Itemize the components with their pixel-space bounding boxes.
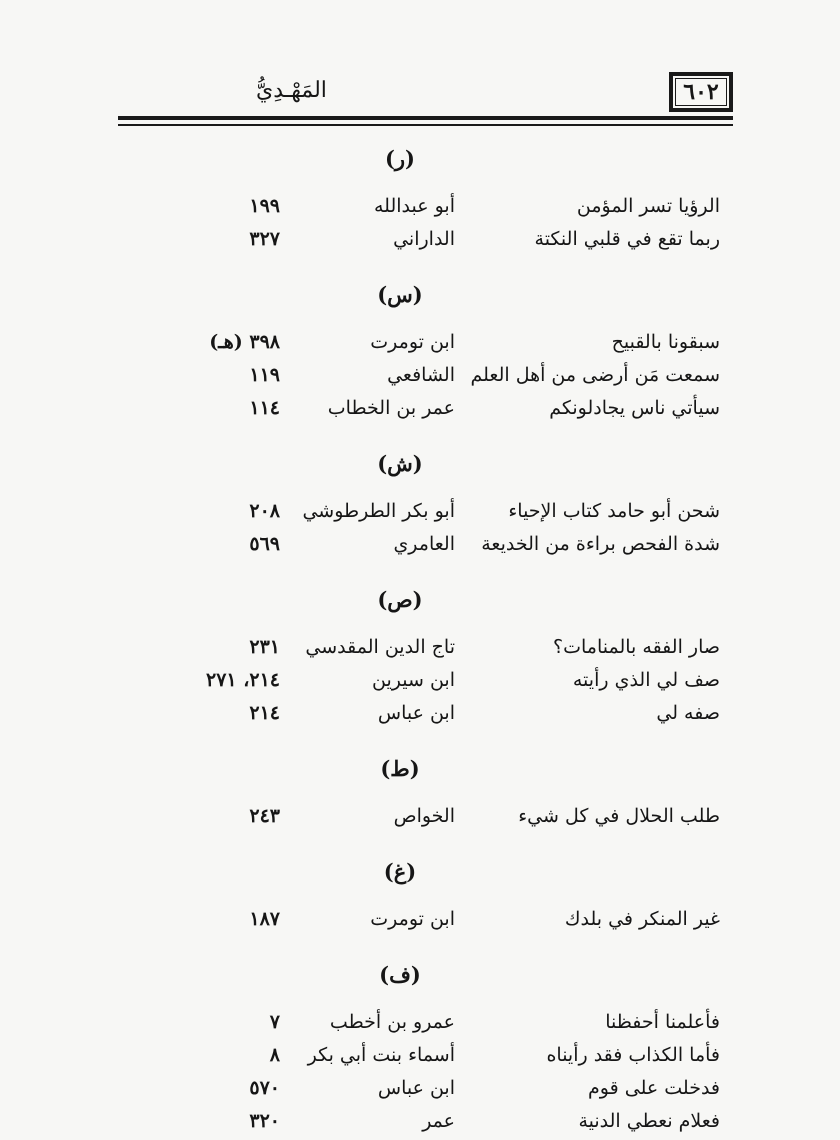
index-entry — [150, 223, 720, 256]
index-section-sad — [150, 581, 720, 730]
index-entry — [150, 359, 720, 392]
entry-phrase: صفه لي — [656, 702, 720, 724]
entry-phrase: شحن أبو حامد كتاب الإحياء — [508, 500, 720, 522]
entry-speaker: أسماء بنت أبي بكر — [307, 1044, 455, 1066]
quotation-index — [150, 140, 720, 1138]
index-entry — [150, 664, 720, 697]
entry-pages: ٥٦٩ — [249, 533, 280, 555]
entry-speaker: ابن تومرت — [370, 331, 455, 353]
entry-speaker: الشافعي — [387, 364, 455, 386]
index-section-ta — [150, 750, 720, 833]
entry-pages: ١٨٧ — [249, 908, 280, 930]
entry-speaker: أبو عبدالله — [373, 195, 455, 217]
index-section-ghayn — [150, 853, 720, 936]
entry-phrase: طلب الحلال في كل شيء — [518, 805, 720, 827]
entry-phrase: ربما تقع في قلبي النكتة — [534, 228, 720, 250]
entry-speaker: عمرو بن أخطب — [329, 1011, 455, 1033]
section-letter: (ص) — [377, 587, 423, 612]
entry-speaker: تاج الدين المقدسي — [305, 636, 455, 658]
index-entry — [150, 392, 720, 425]
entry-phrase: فدخلت على قوم — [588, 1077, 720, 1099]
entry-pages: ١٩٩ — [249, 195, 280, 217]
index-section-sin — [150, 276, 720, 425]
section-letter: (ف) — [379, 962, 421, 987]
entry-pages: ٢٠٨ — [249, 500, 280, 522]
entry-phrase: سمعت مَن أرضى من أهل العلم — [470, 364, 720, 386]
index-entry — [150, 903, 720, 936]
entry-speaker: أبو بكر الطرطوشي — [302, 500, 455, 522]
entry-pages: ٢١٤ — [249, 702, 280, 724]
section-letter: (س) — [377, 282, 423, 307]
header-rule-thick — [118, 116, 733, 120]
index-entry — [150, 1072, 720, 1105]
entry-speaker: ابن عباس — [377, 702, 455, 724]
entry-pages: ٧ — [269, 1011, 280, 1033]
index-entry — [150, 1105, 720, 1138]
index-entry — [150, 697, 720, 730]
entry-phrase: صار الفقه بالمنامات؟ — [553, 636, 720, 658]
entry-phrase: سيأتي ناس يجادلونكم — [549, 397, 720, 419]
entry-speaker: عمر بن الخطاب — [327, 397, 455, 419]
section-letter: (غ) — [383, 859, 417, 884]
index-entry — [150, 190, 720, 223]
entry-pages: ٥٧٠ — [249, 1077, 280, 1099]
entry-phrase: فأما الكذاب فقد رأيناه — [546, 1044, 720, 1066]
entry-pages: ١١٩ — [249, 364, 280, 386]
entry-pages: ٣٢٧ — [249, 228, 280, 250]
section-letter: (ط) — [380, 756, 420, 781]
entry-speaker: عمر — [422, 1110, 455, 1132]
entry-phrase: صف لي الذي رأيته — [572, 669, 720, 691]
index-section-shin — [150, 445, 720, 561]
index-section-ra — [150, 140, 720, 256]
entry-pages: ٨ — [269, 1044, 280, 1066]
entry-speaker: ابن سيرين — [372, 669, 455, 691]
page-number: ٦٠٢ — [683, 79, 719, 105]
page-number-box — [669, 72, 733, 112]
entry-phrase: غير المنكر في بلدك — [564, 908, 720, 930]
entry-speaker: ابن عباس — [377, 1077, 455, 1099]
entry-pages: ٣٩٨ (هـ) — [209, 331, 280, 353]
entry-phrase: سبقونا بالقبيح — [611, 331, 720, 353]
index-entry — [150, 1006, 720, 1039]
running-title: المَهْـدِيُّ — [256, 78, 327, 103]
entry-pages: ٢٤٣ — [249, 805, 280, 827]
index-entry — [150, 528, 720, 561]
entry-phrase: فعلام نعطي الدنية — [578, 1110, 720, 1132]
entry-pages: ١١٤ — [249, 397, 280, 419]
index-entry — [150, 495, 720, 528]
index-entry — [150, 326, 720, 359]
entry-pages: ٣٢٠ — [249, 1110, 280, 1132]
entry-speaker: العامري — [393, 533, 455, 555]
index-entry — [150, 631, 720, 664]
entry-phrase: فأعلمنا أحفظنا — [605, 1011, 720, 1033]
page-header — [118, 70, 733, 120]
entry-phrase: شدة الفحص براءة من الخديعة — [481, 533, 720, 555]
index-entry — [150, 800, 720, 833]
index-entry — [150, 1039, 720, 1072]
entry-phrase: الرؤيا تسر المؤمن — [576, 195, 720, 217]
entry-pages: ٢٣١ — [249, 636, 280, 658]
entry-speaker: ابن تومرت — [370, 908, 455, 930]
header-rule-thin — [118, 124, 733, 126]
entry-pages: ٢١٤، ٢٧١ — [206, 669, 280, 691]
entry-speaker: الداراني — [393, 228, 455, 250]
index-section-fa — [150, 956, 720, 1138]
entry-speaker: الخواص — [393, 805, 455, 827]
section-letter: (ر) — [384, 146, 415, 171]
section-letter: (ش) — [377, 451, 423, 476]
